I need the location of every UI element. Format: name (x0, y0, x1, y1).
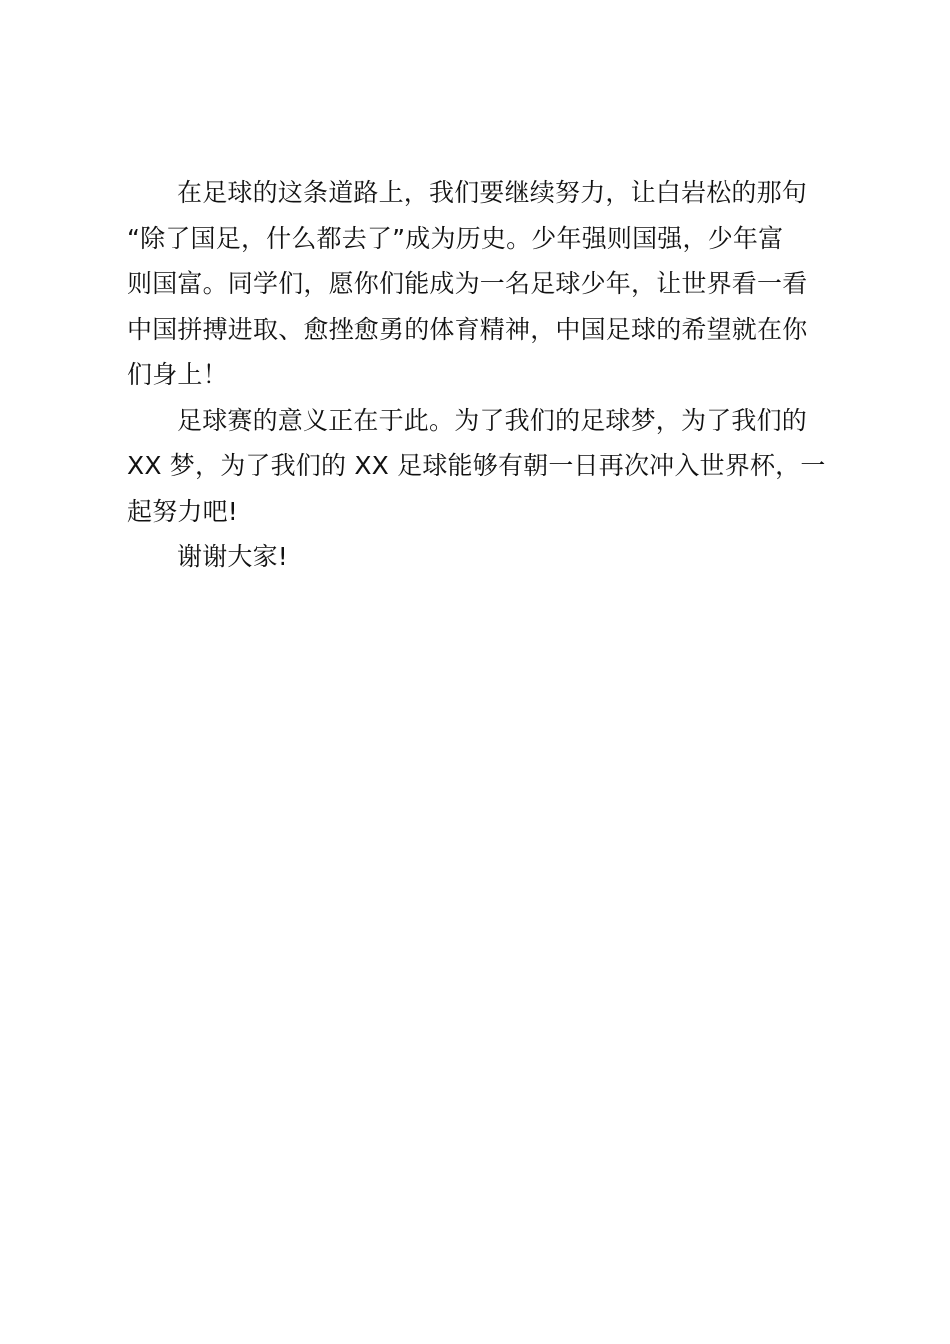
paragraph-football-dream (127, 398, 833, 535)
text-line: 足球赛的意义正在于此。为了我们的足球梦，为了我们的 (177, 405, 808, 435)
paragraph-football-path (127, 170, 833, 398)
text-line: 在足球的这条道路上，我们要继续努力，让白岩松的那句 (177, 178, 808, 207)
text-line: 谢谢大家! (177, 542, 289, 571)
text-line: XX 梦，为了我们的 XX 足球能够有朝一日再次冲入世界杯，一 (127, 451, 826, 480)
document-body (127, 170, 833, 580)
text-line: 则国富。同学们，愿你们能成为一名足球少年，让世界看一看 (127, 269, 808, 298)
text-line: “除了国足，什么都去了”成为历史。少年强则国强，少年富 (127, 223, 784, 253)
text-line: 起努力吧! (127, 496, 239, 526)
text-line: 中国拼搏进取、愈挫愈勇的体育精神，中国足球的希望就在你 (127, 314, 808, 344)
paragraph-thanks (127, 534, 833, 580)
text-line: 们身上！ (127, 360, 228, 389)
